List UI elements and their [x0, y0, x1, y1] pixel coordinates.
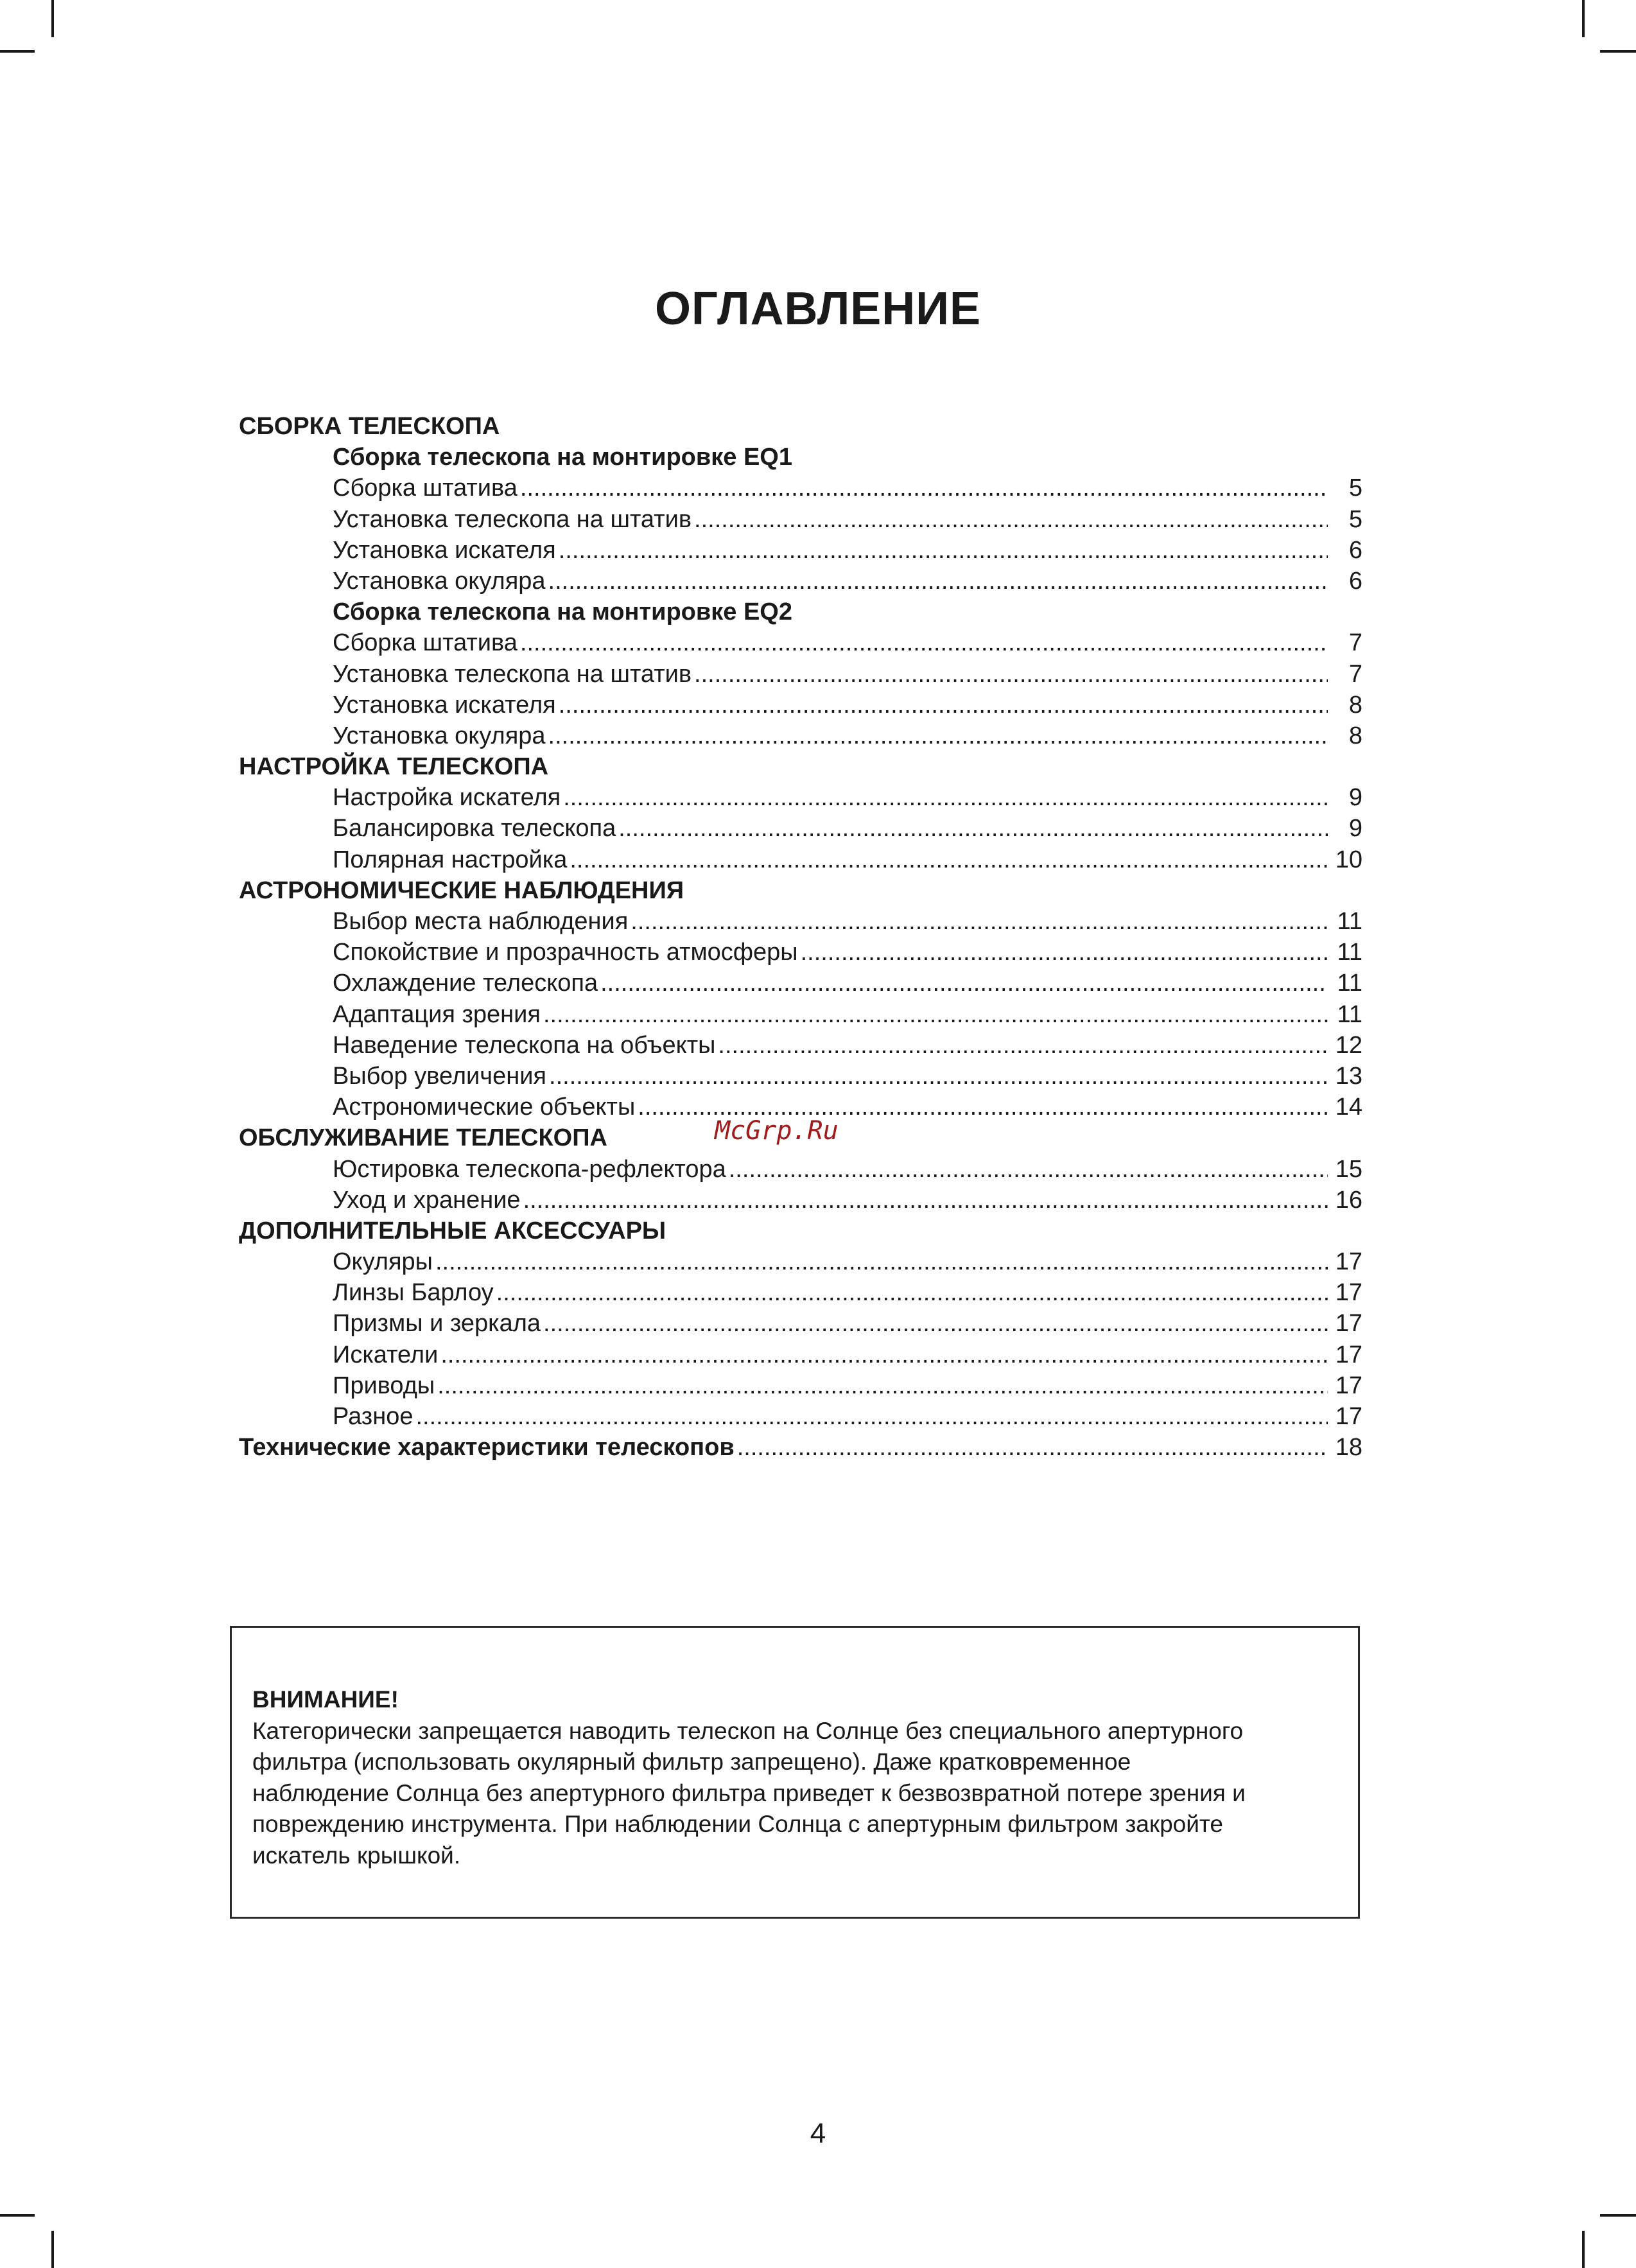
toc-entry: [239, 999, 1362, 1030]
toc-entry-page: 17: [1335, 1403, 1362, 1430]
toc-entry-page: 11: [1337, 908, 1362, 935]
toc-entry-page: 9: [1348, 784, 1362, 812]
crop-mark-bottom-left-v: [51, 2231, 54, 2268]
toc-entry-page: 6: [1348, 536, 1362, 564]
toc-entry-label: Технические характеристики телескопов: [239, 1434, 735, 1461]
toc-entry: [239, 1246, 1362, 1277]
toc-entry-label: Сборка штатива: [333, 629, 518, 657]
crop-mark-top-left-h: [0, 50, 35, 53]
toc-leader-dots: [496, 1277, 1328, 1308]
toc-entry: [239, 906, 1362, 937]
toc-leader-dots: [520, 627, 1328, 658]
toc-entry-label: Установка искателя: [333, 536, 556, 564]
toc-section-heading: ДОПОЛНИТЕЛЬНЫЕ АКСЕССУАРЫ: [239, 1217, 666, 1244]
crop-mark-bottom-right-v: [1582, 2231, 1585, 2268]
toc-leader-dots: [548, 720, 1328, 751]
toc-leader-dots: [437, 1370, 1328, 1401]
toc-leader-dots: [729, 1154, 1328, 1185]
toc-leader-dots: [570, 844, 1328, 875]
toc-entry: [239, 1432, 1362, 1463]
toc-entry: [239, 1185, 1362, 1216]
toc-entry-page: 5: [1348, 505, 1362, 533]
toc-entry-label: Установка окуляра: [333, 722, 546, 749]
toc-leader-dots: [523, 1185, 1328, 1216]
toc-entry: [239, 473, 1362, 503]
crop-mark-bottom-right-h: [1600, 2214, 1636, 2217]
toc-entry-page: 12: [1335, 1031, 1362, 1059]
toc-entry: [239, 535, 1362, 566]
toc-entry-page: 17: [1335, 1372, 1362, 1399]
toc-leader-dots: [801, 937, 1328, 968]
toc-entry-page: 18: [1335, 1434, 1362, 1461]
page-title: ОГЛАВЛЕНИЕ: [654, 283, 982, 335]
toc-entry-page: 7: [1348, 660, 1362, 688]
toc-leader-dots: [543, 999, 1328, 1030]
toc-entry: [239, 1061, 1362, 1092]
toc-entry-label: Выбор места наблюдения: [333, 908, 629, 935]
toc-entry: [239, 968, 1362, 999]
toc-entry-page: 6: [1348, 567, 1362, 595]
toc-entry: [239, 1370, 1362, 1401]
toc-entry-page: 17: [1335, 1341, 1362, 1368]
toc-entry-label: Балансировка телескопа: [333, 815, 616, 842]
warning-box: [230, 1626, 1360, 1919]
toc-leader-dots: [563, 782, 1328, 813]
toc-entry-label: Сборка штатива: [333, 475, 518, 502]
table-of-contents: [239, 411, 1362, 1463]
toc-entry-page: 8: [1348, 722, 1362, 749]
warning-line: повреждению инструмента. При наблюдении Солнца с апертурным фильтром закройте: [252, 1811, 1223, 1837]
toc-section-heading: НАСТРОЙКА ТЕЛЕСКОПА: [239, 753, 549, 781]
toc-entry-label: Юстировка телескопа-рефлектора: [333, 1155, 726, 1183]
toc-entry-label: Установка телескопа на штатив: [333, 660, 692, 688]
toc-entry: [239, 1401, 1362, 1432]
toc-entry-page: 10: [1335, 846, 1362, 873]
toc-leader-dots: [559, 535, 1328, 566]
toc-section-heading: АСТРОНОМИЧЕСКИЕ НАБЛЮДЕНИЯ: [239, 877, 684, 904]
toc-leader-dots: [549, 1061, 1328, 1092]
toc-entry-page: 17: [1335, 1310, 1362, 1338]
watermark: McGrp.Ru: [715, 1116, 839, 1146]
toc-leader-dots: [737, 1432, 1328, 1463]
crop-mark-top-right-h: [1600, 50, 1636, 53]
toc-entry-page: 14: [1335, 1094, 1362, 1121]
toc-entry: [239, 659, 1362, 690]
toc-leader-dots: [618, 813, 1328, 844]
toc-entry: [239, 504, 1362, 535]
toc-section-heading: СБОРКА ТЕЛЕСКОПА: [239, 413, 500, 440]
toc-entry-page: 8: [1348, 691, 1362, 719]
toc-entry-label: Охлаждение телескопа: [333, 970, 598, 997]
toc-leader-dots: [631, 906, 1328, 937]
toc-entry: [239, 1154, 1362, 1185]
toc-entry-page: 9: [1348, 815, 1362, 842]
toc-entry-label: Уход и хранение: [333, 1186, 521, 1214]
toc-entry-page: 11: [1337, 1000, 1362, 1028]
toc-leader-dots: [440, 1339, 1328, 1370]
crop-mark-top-right-v: [1582, 0, 1585, 37]
toc-entry: [239, 1030, 1362, 1061]
warning-line: наблюдение Солнца без апертурного фильтра приведет к безвозвратной потере зрения и: [252, 1779, 1246, 1806]
toc-entry-page: 7: [1348, 629, 1362, 657]
toc-entry-label: Полярная настройка: [333, 846, 568, 873]
toc-leader-dots: [543, 1308, 1328, 1339]
toc-entry-label: Адаптация зрения: [333, 1000, 541, 1028]
toc-leader-dots: [548, 566, 1328, 597]
toc-entry: [239, 720, 1362, 751]
toc-entry: [239, 1277, 1362, 1308]
toc-subsection-heading: Сборка телескопа на монтировке EQ1: [333, 444, 792, 471]
warning-line: фильтра (использовать окулярный фильтр запрещено). Даже кратковременное: [252, 1749, 1131, 1775]
crop-mark-bottom-left-h: [0, 2214, 35, 2217]
toc-entry-label: Наведение телескопа на объекты: [333, 1031, 716, 1059]
toc-entry-label: Установка телескопа на штатив: [333, 505, 692, 533]
toc-entry-label: Выбор увеличения: [333, 1062, 547, 1090]
toc-entry-label: Настройка искателя: [333, 784, 561, 812]
toc-entry-label: Линзы Барлоу: [333, 1279, 494, 1307]
toc-entry-label: Искатели: [333, 1341, 439, 1368]
toc-entry-label: Установка окуляра: [333, 567, 546, 595]
toc-entry-page: 16: [1335, 1186, 1362, 1214]
toc-entry: [239, 937, 1362, 968]
toc-entry-page: 17: [1335, 1279, 1362, 1307]
toc-entry-page: 11: [1337, 939, 1362, 966]
toc-entry-label: Приводы: [333, 1372, 435, 1399]
toc-entry: [239, 690, 1362, 720]
warning-line: Категорически запрещается наводить телескоп на Солнце без специального апертурного: [252, 1717, 1244, 1744]
toc-leader-dots: [415, 1401, 1328, 1432]
toc-leader-dots: [718, 1030, 1328, 1061]
toc-entry-label: Спокойствие и прозрачность атмосферы: [333, 939, 798, 966]
toc-entry-label: Разное: [333, 1403, 413, 1430]
toc-entry: [239, 566, 1362, 597]
page-number: 4: [810, 2118, 826, 2149]
toc-leader-dots: [600, 968, 1328, 999]
toc-entry: [239, 627, 1362, 658]
toc-entry: [239, 813, 1362, 844]
warning-heading: ВНИМАНИЕ!: [252, 1686, 399, 1713]
toc-entry-page: 15: [1335, 1155, 1362, 1183]
toc-entry-page: 5: [1348, 475, 1362, 502]
toc-leader-dots: [435, 1246, 1328, 1277]
toc-subsection-heading: Сборка телескопа на монтировке EQ2: [333, 598, 792, 626]
toc-entry-label: Призмы и зеркала: [333, 1310, 541, 1338]
toc-entry-page: 13: [1335, 1062, 1362, 1090]
toc-entry: [239, 1308, 1362, 1339]
toc-leader-dots: [520, 473, 1328, 503]
toc-leader-dots: [694, 659, 1328, 690]
toc-leader-dots: [559, 690, 1328, 720]
toc-leader-dots: [694, 504, 1328, 535]
toc-entry-page: 17: [1335, 1248, 1362, 1276]
crop-mark-top-left-v: [51, 0, 54, 37]
warning-line: искатель крышкой.: [252, 1842, 461, 1869]
toc-section-heading: ОБСЛУЖИВАНИЕ ТЕЛЕСКОПА: [239, 1124, 607, 1152]
toc-entry: [239, 782, 1362, 813]
toc-entry-label: Установка искателя: [333, 691, 556, 719]
toc-entry: [239, 844, 1362, 875]
toc-entry-page: 11: [1337, 970, 1362, 997]
toc-entry: [239, 1339, 1362, 1370]
toc-entry-label: Астрономические объекты: [333, 1094, 636, 1121]
toc-entry-label: Окуляры: [333, 1248, 433, 1276]
